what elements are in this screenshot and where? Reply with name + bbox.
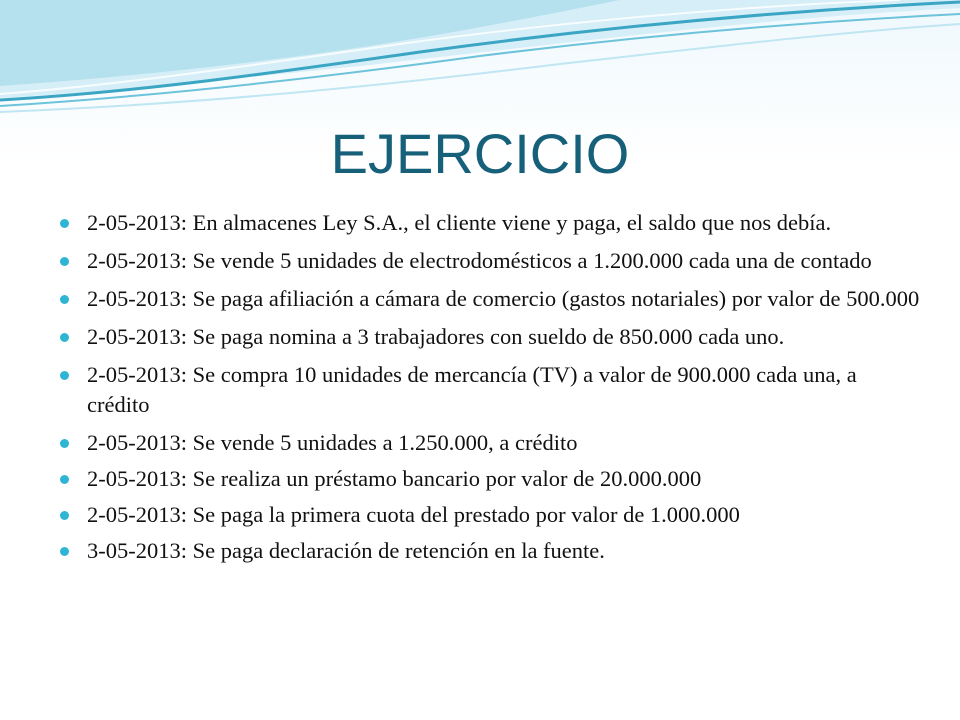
- list-item: [60, 322, 920, 352]
- list-item: [60, 284, 920, 314]
- bullet-text: 2-05-2013: En almacenes Ley S.A., el cliente viene y paga, el saldo que nos debía.: [87, 210, 832, 235]
- bullet-text: 2-05-2013: Se paga afiliación a cámara de comercio (gastos notariales) por valor de 500.000: [87, 286, 920, 311]
- bullet-text: 3-05-2013: Se paga declaración de retención en la fuente.: [87, 538, 605, 563]
- bullet-icon: [60, 511, 69, 520]
- list-item: [60, 536, 920, 566]
- bullet-icon: [60, 547, 69, 556]
- bullet-icon: [60, 439, 69, 448]
- bullet-icon: [60, 371, 69, 380]
- bullet-icon: [60, 295, 69, 304]
- decorative-waves: [0, 0, 960, 120]
- list-item: [60, 208, 920, 238]
- bullet-text: 2-05-2013: Se paga nomina a 3 trabajadores con sueldo de 850.000 cada uno.: [87, 324, 785, 349]
- bullet-text: 2-05-2013: Se vende 5 unidades a 1.250.000, a crédito: [87, 430, 578, 455]
- bullet-icon: [60, 219, 69, 228]
- bullet-text: 2-05-2013: Se realiza un préstamo bancario por valor de 20.000.000: [87, 466, 702, 491]
- slide-title: EJERCICIO: [330, 122, 630, 185]
- bullet-list: [60, 208, 920, 572]
- list-item: [60, 428, 920, 458]
- bullet-text: 2-05-2013: Se vende 5 unidades de electrodomésticos a 1.200.000 cada una de contado: [87, 248, 872, 273]
- bullet-text: 2-05-2013: Se compra 10 unidades de mercancía (TV) a valor de 900.000 cada una, a crédito: [87, 362, 857, 417]
- list-item: [60, 246, 920, 276]
- list-item: [60, 464, 920, 494]
- list-item: [60, 500, 920, 530]
- bullet-icon: [60, 333, 69, 342]
- list-item: [60, 360, 920, 420]
- bullet-icon: [60, 257, 69, 266]
- bullet-icon: [60, 475, 69, 484]
- bullet-text: 2-05-2013: Se paga la primera cuota del prestado por valor de 1.000.000: [87, 502, 740, 527]
